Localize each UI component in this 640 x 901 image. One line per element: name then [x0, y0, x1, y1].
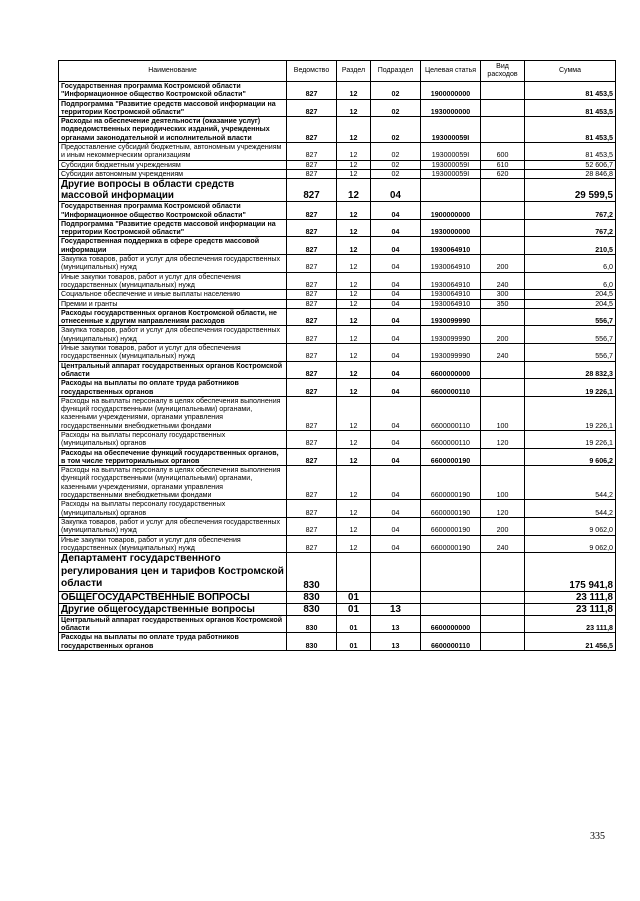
- cell-razdel: 12: [337, 500, 371, 518]
- cell-razdel: 12: [337, 117, 371, 143]
- cell-razdel: 12: [337, 255, 371, 273]
- cell-ved: 830: [287, 615, 337, 633]
- cell-podrazdel: 04: [371, 299, 421, 308]
- cell-razdel: 12: [337, 396, 371, 430]
- cell-csr: 1930064910: [421, 255, 481, 273]
- cell-ved: 830: [287, 553, 337, 592]
- cell-name: Подпрограмма "Развитие средств массовой информации на территории Костромской области": [59, 99, 287, 117]
- cell-podrazdel: 04: [371, 500, 421, 518]
- table-row: [59, 466, 616, 500]
- cell-ved: 827: [287, 290, 337, 299]
- budget-document: [58, 60, 615, 651]
- cell-sum: 175 941,8: [525, 553, 616, 592]
- cell-sum: 204,5: [525, 290, 616, 299]
- cell-name: Иные закупки товаров, работ и услуг для обеспечения государственных (муниципальных) нужд: [59, 535, 287, 553]
- cell-razdel: 12: [337, 448, 371, 466]
- cell-podrazdel: 04: [371, 430, 421, 448]
- cell-razdel: 12: [337, 219, 371, 237]
- cell-name: Центральный аппарат государственных органов Костромской области: [59, 361, 287, 379]
- cell-razdel: 12: [337, 290, 371, 299]
- cell-name: Другие вопросы в области средств массовой информации: [59, 179, 287, 202]
- cell-csr: 6600000190: [421, 448, 481, 466]
- cell-name: Центральный аппарат государственных органов Костромской области: [59, 615, 287, 633]
- cell-csr: 6600000110: [421, 633, 481, 651]
- cell-csr: 6600000110: [421, 430, 481, 448]
- cell-vr: [481, 603, 525, 615]
- cell-podrazdel: 04: [371, 308, 421, 326]
- cell-razdel: 12: [337, 326, 371, 344]
- table-row: [59, 615, 616, 633]
- cell-sum: 544,2: [525, 500, 616, 518]
- cell-sum: 9 062,0: [525, 535, 616, 553]
- cell-csr: 1900000000: [421, 82, 481, 100]
- cell-sum: 19 226,1: [525, 379, 616, 397]
- cell-ved: 827: [287, 344, 337, 362]
- cell-csr: 193000059I: [421, 143, 481, 161]
- cell-name: Премии и гранты: [59, 299, 287, 308]
- cell-csr: 193000059I: [421, 169, 481, 178]
- cell-name: Расходы на выплаты персоналу в целях обеспечения выполнения функций государственными (муниципальными) органами, казенными учреждениями, органами управления государственными внебюджетными фондами: [59, 466, 287, 500]
- cell-podrazdel: 02: [371, 160, 421, 169]
- cell-name: Социальное обеспечение и иные выплаты населению: [59, 290, 287, 299]
- cell-ved: 827: [287, 202, 337, 220]
- cell-name: Департамент государственного регулирования цен и тарифов Костромской области: [59, 553, 287, 592]
- cell-razdel: 12: [337, 99, 371, 117]
- cell-podrazdel: 04: [371, 219, 421, 237]
- cell-name: Подпрограмма "Развитие средств массовой информации на территории Костромской области": [59, 219, 287, 237]
- cell-csr: 6600000190: [421, 517, 481, 535]
- cell-podrazdel: 02: [371, 117, 421, 143]
- cell-name: Субсидии автономным учреждениям: [59, 169, 287, 178]
- cell-vr: 240: [481, 344, 525, 362]
- cell-podrazdel: 02: [371, 99, 421, 117]
- table-row: [59, 430, 616, 448]
- table-row: [59, 202, 616, 220]
- cell-sum: 9 606,2: [525, 448, 616, 466]
- cell-vr: [481, 361, 525, 379]
- cell-ved: 827: [287, 517, 337, 535]
- cell-podrazdel: 04: [371, 326, 421, 344]
- cell-name: Расходы на выплаты персоналу в целях обеспечения выполнения функций государственными (муниципальными) органами, казенными учреждениями, органами управления государственными внебюджетными фондами: [59, 396, 287, 430]
- cell-vr: [481, 553, 525, 592]
- cell-razdel: 12: [337, 179, 371, 202]
- cell-podrazdel: 04: [371, 361, 421, 379]
- cell-csr: 6600000110: [421, 396, 481, 430]
- cell-razdel: 12: [337, 299, 371, 308]
- cell-vr: [481, 117, 525, 143]
- cell-csr: 6600000190: [421, 535, 481, 553]
- cell-sum: 23 111,8: [525, 603, 616, 615]
- table-row: [59, 255, 616, 273]
- table-row: [59, 517, 616, 535]
- cell-vr: 100: [481, 396, 525, 430]
- cell-ved: 827: [287, 299, 337, 308]
- cell-vr: 120: [481, 430, 525, 448]
- cell-razdel: 12: [337, 535, 371, 553]
- cell-vr: [481, 179, 525, 202]
- cell-sum: 23 111,8: [525, 591, 616, 603]
- cell-csr: 1930099990: [421, 308, 481, 326]
- header-csr: Целевая статья: [421, 61, 481, 82]
- cell-name: Государственная поддержка в сфере средств массовой информации: [59, 237, 287, 255]
- cell-ved: 827: [287, 448, 337, 466]
- cell-sum: 81 453,5: [525, 99, 616, 117]
- cell-sum: 28 832,3: [525, 361, 616, 379]
- cell-podrazdel: 04: [371, 379, 421, 397]
- table-row: [59, 591, 616, 603]
- cell-csr: 1930064910: [421, 290, 481, 299]
- cell-sum: 6,0: [525, 272, 616, 290]
- cell-name: Расходы государственных органов Костромской области, не отнесенные к другим направлениям расходов: [59, 308, 287, 326]
- cell-csr: 1930064910: [421, 237, 481, 255]
- cell-ved: 830: [287, 633, 337, 651]
- cell-vr: [481, 82, 525, 100]
- cell-podrazdel: 04: [371, 448, 421, 466]
- table-row: [59, 396, 616, 430]
- cell-razdel: [337, 553, 371, 592]
- table-row: [59, 633, 616, 651]
- cell-ved: 830: [287, 603, 337, 615]
- cell-ved: 827: [287, 308, 337, 326]
- cell-ved: 827: [287, 99, 337, 117]
- cell-podrazdel: 04: [371, 517, 421, 535]
- cell-razdel: 01: [337, 591, 371, 603]
- cell-sum: 23 111,8: [525, 615, 616, 633]
- table-row: [59, 535, 616, 553]
- cell-razdel: 12: [337, 169, 371, 178]
- cell-vr: 100: [481, 466, 525, 500]
- cell-name: Закупка товаров, работ и услуг для обеспечения государственных (муниципальных) нужд: [59, 517, 287, 535]
- cell-ved: 827: [287, 179, 337, 202]
- cell-podrazdel: 04: [371, 290, 421, 299]
- cell-sum: 556,7: [525, 308, 616, 326]
- cell-razdel: 01: [337, 633, 371, 651]
- cell-name: Государственная программа Костромской области "Информационное общество Костромской области": [59, 82, 287, 100]
- cell-csr: 6600000110: [421, 379, 481, 397]
- cell-sum: 556,7: [525, 344, 616, 362]
- cell-sum: 210,5: [525, 237, 616, 255]
- cell-name: Расходы на обеспечение деятельности (оказание услуг) подведомственных периодических изданий, учрежденных органами законодательной и исполнительной власти: [59, 117, 287, 143]
- cell-ved: 827: [287, 430, 337, 448]
- table-row: [59, 237, 616, 255]
- cell-csr: [421, 603, 481, 615]
- cell-name: Государственная программа Костромской области "Информационное общество Костромской области": [59, 202, 287, 220]
- table-row: [59, 326, 616, 344]
- cell-sum: 544,2: [525, 466, 616, 500]
- cell-csr: 193000059I: [421, 160, 481, 169]
- cell-name: Закупка товаров, работ и услуг для обеспечения государственных (муниципальных) нужд: [59, 255, 287, 273]
- cell-csr: 6600000190: [421, 466, 481, 500]
- cell-razdel: 12: [337, 202, 371, 220]
- cell-razdel: 12: [337, 466, 371, 500]
- cell-ved: 827: [287, 535, 337, 553]
- cell-csr: [421, 179, 481, 202]
- cell-vr: [481, 615, 525, 633]
- cell-vr: 620: [481, 169, 525, 178]
- cell-razdel: 12: [337, 361, 371, 379]
- cell-sum: 767,2: [525, 219, 616, 237]
- cell-name: Расходы на выплаты по оплате труда работников государственных органов: [59, 633, 287, 651]
- cell-podrazdel: [371, 591, 421, 603]
- cell-ved: 827: [287, 237, 337, 255]
- cell-podrazdel: 02: [371, 82, 421, 100]
- cell-sum: 81 453,5: [525, 117, 616, 143]
- cell-csr: [421, 553, 481, 592]
- cell-sum: 6,0: [525, 255, 616, 273]
- cell-razdel: 01: [337, 603, 371, 615]
- cell-vr: 200: [481, 517, 525, 535]
- cell-podrazdel: 04: [371, 255, 421, 273]
- cell-name: Расходы на выплаты персоналу государственных (муниципальных) органов: [59, 430, 287, 448]
- table-row: [59, 272, 616, 290]
- table-row: [59, 603, 616, 615]
- cell-vr: [481, 99, 525, 117]
- cell-razdel: 12: [337, 379, 371, 397]
- cell-podrazdel: [371, 553, 421, 592]
- table-row: [59, 448, 616, 466]
- cell-name: Другие общегосударственные вопросы: [59, 603, 287, 615]
- cell-csr: 6600000000: [421, 615, 481, 633]
- cell-ved: 827: [287, 143, 337, 161]
- cell-vr: 120: [481, 500, 525, 518]
- cell-vr: 240: [481, 272, 525, 290]
- budget-table: [58, 60, 616, 651]
- table-row: [59, 379, 616, 397]
- cell-podrazdel: 04: [371, 535, 421, 553]
- cell-vr: [481, 633, 525, 651]
- table-row: [59, 99, 616, 117]
- header-vr: Вид расходов: [481, 61, 525, 82]
- cell-podrazdel: 04: [371, 466, 421, 500]
- cell-sum: 21 456,5: [525, 633, 616, 651]
- cell-vr: [481, 202, 525, 220]
- cell-podrazdel: 13: [371, 603, 421, 615]
- cell-name: ОБЩЕГОСУДАРСТВЕННЫЕ ВОПРОСЫ: [59, 591, 287, 603]
- cell-sum: 52 606,7: [525, 160, 616, 169]
- cell-name: Иные закупки товаров, работ и услуг для обеспечения государственных (муниципальных) нужд: [59, 344, 287, 362]
- cell-csr: 1930000000: [421, 99, 481, 117]
- cell-vr: [481, 237, 525, 255]
- cell-podrazdel: 04: [371, 237, 421, 255]
- cell-razdel: 12: [337, 272, 371, 290]
- cell-csr: 1900000000: [421, 202, 481, 220]
- cell-name: Иные закупки товаров, работ и услуг для обеспечения государственных (муниципальных) нужд: [59, 272, 287, 290]
- cell-podrazdel: 04: [371, 396, 421, 430]
- cell-vr: 200: [481, 255, 525, 273]
- cell-ved: 830: [287, 591, 337, 603]
- cell-csr: 1930064910: [421, 272, 481, 290]
- cell-ved: 827: [287, 169, 337, 178]
- table-header-row: [59, 61, 616, 82]
- table-row: [59, 219, 616, 237]
- table-body: [59, 82, 616, 651]
- header-name: Наименование: [59, 61, 287, 82]
- cell-name: Расходы на выплаты по оплате труда работников государственных органов: [59, 379, 287, 397]
- table-row: [59, 290, 616, 299]
- header-sum: Сумма: [525, 61, 616, 82]
- header-razdel: Раздел: [337, 61, 371, 82]
- cell-name: Расходы на обеспечение функций государственных органов, в том числе территориальных органов: [59, 448, 287, 466]
- cell-ved: 827: [287, 379, 337, 397]
- cell-razdel: 12: [337, 344, 371, 362]
- cell-vr: 240: [481, 535, 525, 553]
- cell-podrazdel: 04: [371, 272, 421, 290]
- cell-ved: 827: [287, 500, 337, 518]
- table-row: [59, 117, 616, 143]
- cell-name: Закупка товаров, работ и услуг для обеспечения государственных (муниципальных) нужд: [59, 326, 287, 344]
- cell-razdel: 12: [337, 517, 371, 535]
- cell-vr: 350: [481, 299, 525, 308]
- cell-sum: 29 599,5: [525, 179, 616, 202]
- cell-sum: 81 453,5: [525, 143, 616, 161]
- cell-name: Предоставление субсидий бюджетным, автономным учреждениям и иным некоммерческим организациям: [59, 143, 287, 161]
- cell-sum: 9 062,0: [525, 517, 616, 535]
- cell-ved: 827: [287, 326, 337, 344]
- cell-vr: [481, 379, 525, 397]
- table-row: [59, 344, 616, 362]
- header-ved: Ведомство: [287, 61, 337, 82]
- cell-razdel: 12: [337, 237, 371, 255]
- cell-sum: 19 226,1: [525, 396, 616, 430]
- table-row: [59, 308, 616, 326]
- table-row: [59, 160, 616, 169]
- cell-csr: 193000059I: [421, 117, 481, 143]
- cell-podrazdel: 02: [371, 143, 421, 161]
- table-row: [59, 500, 616, 518]
- cell-razdel: 12: [337, 308, 371, 326]
- cell-ved: 827: [287, 117, 337, 143]
- cell-sum: 28 846,8: [525, 169, 616, 178]
- cell-sum: 767,2: [525, 202, 616, 220]
- cell-csr: [421, 591, 481, 603]
- table-row: [59, 143, 616, 161]
- cell-ved: 827: [287, 361, 337, 379]
- cell-sum: 556,7: [525, 326, 616, 344]
- table-row: [59, 82, 616, 100]
- cell-podrazdel: 04: [371, 344, 421, 362]
- cell-csr: 6600000000: [421, 361, 481, 379]
- cell-vr: 610: [481, 160, 525, 169]
- page-number: 335: [590, 831, 605, 842]
- cell-ved: 827: [287, 160, 337, 169]
- cell-ved: 827: [287, 82, 337, 100]
- cell-sum: 204,5: [525, 299, 616, 308]
- cell-name: Субсидии бюджетным учреждениям: [59, 160, 287, 169]
- cell-ved: 827: [287, 255, 337, 273]
- cell-ved: 827: [287, 219, 337, 237]
- cell-podrazdel: 04: [371, 202, 421, 220]
- cell-vr: [481, 591, 525, 603]
- cell-csr: 1930064910: [421, 299, 481, 308]
- cell-ved: 827: [287, 466, 337, 500]
- cell-vr: 600: [481, 143, 525, 161]
- cell-razdel: 12: [337, 430, 371, 448]
- cell-podrazdel: 04: [371, 179, 421, 202]
- cell-csr: 6600000190: [421, 500, 481, 518]
- table-row: [59, 179, 616, 202]
- header-podrazdel: Подраздел: [371, 61, 421, 82]
- cell-razdel: 12: [337, 143, 371, 161]
- cell-csr: 1930000000: [421, 219, 481, 237]
- cell-podrazdel: 13: [371, 615, 421, 633]
- cell-sum: 19 226,1: [525, 430, 616, 448]
- cell-vr: 300: [481, 290, 525, 299]
- cell-name: Расходы на выплаты персоналу государственных (муниципальных) органов: [59, 500, 287, 518]
- cell-podrazdel: 02: [371, 169, 421, 178]
- cell-csr: 1930099990: [421, 344, 481, 362]
- cell-ved: 827: [287, 396, 337, 430]
- cell-vr: [481, 448, 525, 466]
- cell-csr: 1930099990: [421, 326, 481, 344]
- cell-sum: 81 453,5: [525, 82, 616, 100]
- table-row: [59, 169, 616, 178]
- cell-podrazdel: 13: [371, 633, 421, 651]
- cell-ved: 827: [287, 272, 337, 290]
- cell-vr: [481, 219, 525, 237]
- table-row: [59, 299, 616, 308]
- cell-razdel: 12: [337, 82, 371, 100]
- cell-vr: 200: [481, 326, 525, 344]
- cell-razdel: 01: [337, 615, 371, 633]
- table-row: [59, 553, 616, 592]
- table-row: [59, 361, 616, 379]
- cell-vr: [481, 308, 525, 326]
- cell-razdel: 12: [337, 160, 371, 169]
